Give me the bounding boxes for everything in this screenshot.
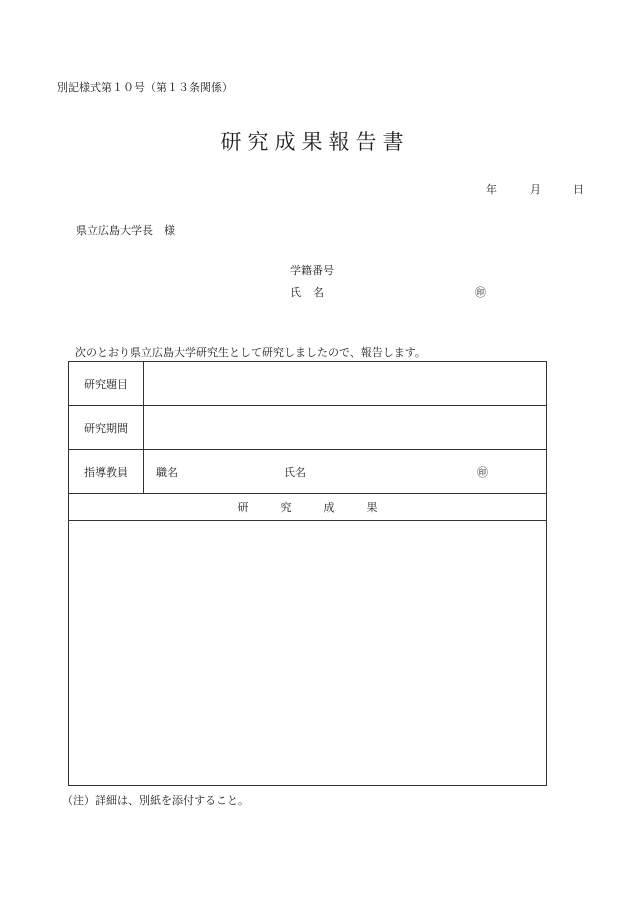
research-topic-field[interactable] xyxy=(144,362,546,405)
page-title: 研究成果報告書 xyxy=(220,130,410,154)
results-heading-char: 成 xyxy=(323,501,335,514)
supervisor-field[interactable] xyxy=(144,450,546,493)
applicant-name-label: 氏名 xyxy=(290,286,336,299)
supervisor-name-label: 氏名 xyxy=(284,465,306,479)
results-heading-char: 研 xyxy=(237,501,249,514)
research-topic-row xyxy=(69,362,546,406)
research-period-label: 研究期間 xyxy=(69,406,144,449)
supervisor-row xyxy=(69,450,546,494)
form-number: 別記様式第１０号（第１３条関係） xyxy=(57,81,233,94)
results-heading-char: 究 xyxy=(280,501,292,514)
results-body-area[interactable] xyxy=(69,521,546,785)
applicant-seal-mark: ㊞ xyxy=(475,286,486,299)
addressee: 県立広島大学長 様 xyxy=(76,224,175,237)
results-heading-char: 果 xyxy=(366,501,378,514)
results-heading xyxy=(69,494,546,520)
intro-text: 次のとおり県立広島大学研究生として研究しましたので、報告します。 xyxy=(75,346,426,359)
year-label: 年 xyxy=(486,183,497,196)
report-form-table xyxy=(68,361,547,786)
research-period-field[interactable] xyxy=(144,406,546,449)
research-period-row xyxy=(69,406,546,450)
supervisor-seal-mark: ㊞ xyxy=(477,465,488,479)
month-label: 月 xyxy=(530,183,541,196)
research-topic-label: 研究題目 xyxy=(69,362,144,405)
footnote: （注）詳細は、別紙を添付すること。 xyxy=(62,794,249,807)
results-heading-row xyxy=(69,494,546,521)
job-title-label: 職名 xyxy=(156,465,178,479)
student-number-label: 学籍番号 xyxy=(290,264,334,277)
supervisor-label: 指導教員 xyxy=(69,450,144,493)
day-label: 日 xyxy=(573,183,584,196)
